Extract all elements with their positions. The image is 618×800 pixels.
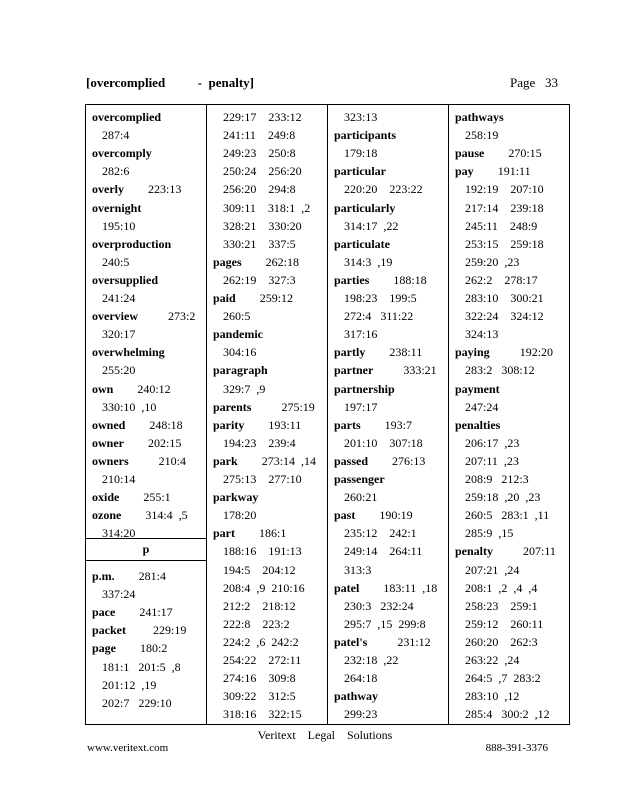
index-page-refs: 259:12 xyxy=(235,291,294,305)
word-index-table xyxy=(85,104,570,725)
index-page-refs: 230:3 232:24 xyxy=(344,598,414,613)
index-page-refs: 260:20 262:3 xyxy=(465,634,538,649)
index-term: patel 183:11 ,18 xyxy=(334,580,438,595)
index-term: participants xyxy=(334,128,397,143)
index-page-refs: 255:1 xyxy=(119,490,171,505)
index-page-refs: 260:5 xyxy=(223,309,251,324)
index-term: patel's 231:12 xyxy=(334,634,431,649)
index-page-refs: 264:18 xyxy=(344,671,378,686)
index-page-refs: 337:24 xyxy=(102,587,136,602)
index-page-refs: 232:18 ,22 xyxy=(344,653,399,667)
index-term: overproduction xyxy=(92,236,172,251)
index-page-refs: 210:4 xyxy=(128,453,187,468)
index-column-4 xyxy=(449,105,569,724)
index-page-refs: 245:11 248:9 xyxy=(465,218,538,233)
index-page-refs: 324:13 xyxy=(465,327,499,342)
index-page-refs: 275:19 xyxy=(251,399,315,414)
page-range-header: [overcomplied - penalty] xyxy=(86,75,255,90)
index-page-refs: 274:16 309:8 xyxy=(223,671,296,686)
index-term: overly 223:13 xyxy=(92,182,182,197)
index-page-refs: 212:2 218:12 xyxy=(223,598,296,613)
index-page-refs: 320:17 xyxy=(102,327,136,342)
index-page-refs: 193:11 xyxy=(244,417,302,432)
index-term: pace 241:17 xyxy=(92,605,173,620)
footer-phone: 888-391-3376 xyxy=(485,742,548,754)
letter-divider: p xyxy=(86,538,206,561)
index-page-refs: 276:13 xyxy=(368,453,426,468)
index-page-refs: 229:19 xyxy=(126,623,187,638)
index-page-refs: 256:20 294:8 xyxy=(223,182,296,197)
index-page-refs: 304:16 xyxy=(223,345,257,360)
index-page-refs: 191:11 xyxy=(473,164,531,179)
index-column-1 xyxy=(86,105,207,724)
index-page-refs: 229:17 233:12 xyxy=(223,110,302,124)
index-term: pathways xyxy=(455,110,504,124)
index-term: pay 191:11 xyxy=(455,164,531,179)
index-page-refs: 259:20 ,23 xyxy=(465,254,520,269)
index-page-refs: 207:21 ,24 xyxy=(465,562,520,577)
index-page-refs: 262:18 xyxy=(241,254,300,269)
index-term: paying 192:20 xyxy=(455,345,554,360)
index-term: pandemic xyxy=(213,327,264,342)
index-term: owned 248:18 xyxy=(92,417,183,432)
index-page-refs: 283:10 ,12 xyxy=(465,689,520,704)
index-page-refs: 238:11 xyxy=(365,345,423,360)
index-page-refs: 273:2 xyxy=(137,309,196,324)
index-page-refs: 193:7 xyxy=(360,417,413,432)
index-page-refs: 190:19 xyxy=(355,508,413,523)
index-term: passenger xyxy=(334,472,385,486)
index-page-refs: 330:10 ,10 xyxy=(102,399,157,414)
index-term: parity 193:11 xyxy=(213,417,302,432)
index-page-refs: 247:24 xyxy=(465,399,499,414)
index-page-refs: 322:24 324:12 xyxy=(465,309,544,324)
index-page-refs: 220:20 223:22 xyxy=(344,182,423,197)
index-page-refs: 262:2 278:17 xyxy=(465,272,538,287)
index-page-refs: 282:6 xyxy=(102,164,130,179)
index-page-refs: 249:23 250:8 xyxy=(223,146,296,161)
index-page-refs: 309:22 312:5 xyxy=(223,689,296,704)
index-term: pages 262:18 xyxy=(213,254,300,269)
footer-company: Veritext Legal Solutions xyxy=(257,728,393,742)
index-term: penalty 207:11 xyxy=(455,544,556,559)
footer-website: www.veritext.com xyxy=(87,742,169,754)
index-page-refs: 201:10 307:18 xyxy=(344,435,423,450)
index-term: owners 210:4 xyxy=(92,453,187,468)
index-page-refs: 260:21 xyxy=(344,490,378,505)
index-term: parkway xyxy=(213,490,259,505)
index-page-refs: 254:22 272:11 xyxy=(223,653,302,667)
index-page-refs: 222:8 223:2 xyxy=(223,616,290,631)
index-term: pause 270:15 xyxy=(455,146,542,161)
index-term: overnight xyxy=(92,200,142,215)
index-page-refs: 287:4 xyxy=(102,128,130,143)
index-term: overview 273:2 xyxy=(92,309,196,324)
index-page-refs: 194:23 239:4 xyxy=(223,435,296,450)
index-term: owner 202:15 xyxy=(92,435,182,450)
index-page-refs: 259:12 260:11 xyxy=(465,616,544,631)
index-term: oxide 255:1 xyxy=(92,490,171,505)
index-page-refs: 314:17 ,22 xyxy=(344,218,399,233)
index-page-refs: 270:15 xyxy=(484,146,542,161)
index-term: packet 229:19 xyxy=(92,623,187,638)
index-page-refs: 235:12 242:1 xyxy=(344,526,417,541)
index-term: parties 188:18 xyxy=(334,272,427,287)
index-page-refs: 240:5 xyxy=(102,254,130,269)
index-term: past 190:19 xyxy=(334,508,413,523)
index-page-refs: 285:4 300:2 ,12 xyxy=(465,707,550,722)
index-page-refs: 314:20 xyxy=(102,526,136,541)
index-page-refs: 180:2 xyxy=(116,641,168,656)
index-page-refs: 208:9 212:3 xyxy=(465,472,529,486)
index-page-refs: 258:19 xyxy=(465,128,499,143)
index-term: passed 276:13 xyxy=(334,453,426,468)
index-page-refs: 178:20 xyxy=(223,508,257,523)
index-page-refs: 192:20 xyxy=(489,345,554,360)
index-page-refs: 208:1 ,2 ,4 ,4 xyxy=(465,580,538,595)
index-page-refs: 329:7 ,9 xyxy=(223,381,266,396)
index-term: pathway xyxy=(334,689,379,704)
index-page-refs: 285:9 ,15 xyxy=(465,526,514,541)
index-term: paid 259:12 xyxy=(213,291,294,305)
index-page-refs: 217:14 239:18 xyxy=(465,200,544,215)
index-page-refs: 201:12 ,19 xyxy=(102,677,157,692)
index-page-refs: 240:12 xyxy=(113,381,171,396)
index-page-refs: 249:14 264:11 xyxy=(344,544,423,559)
index-page-refs: 330:21 337:5 xyxy=(223,236,296,251)
index-term: own 240:12 xyxy=(92,381,171,396)
index-term: part 186:1 xyxy=(213,526,287,541)
index-page-refs: 314:3 ,19 xyxy=(344,254,393,269)
index-page-refs: 188:16 191:13 xyxy=(223,544,302,559)
index-page-refs: 248:18 xyxy=(125,417,183,432)
index-page-refs: 195:10 xyxy=(102,218,136,233)
index-page-refs: 179:18 xyxy=(344,146,378,161)
index-page-refs: 263:22 ,24 xyxy=(465,653,520,667)
index-page-refs: 295:7 ,15 299:8 xyxy=(344,616,426,631)
index-page-refs: 283:10 300:21 xyxy=(465,291,544,305)
index-page-refs: 198:23 199:5 xyxy=(344,291,417,305)
index-term: particular xyxy=(334,164,386,179)
index-page-refs: 223:13 xyxy=(124,182,182,197)
index-page-refs: 313:3 xyxy=(344,562,372,577)
index-page-refs: 241:24 xyxy=(102,291,136,305)
index-column-2 xyxy=(207,105,328,724)
index-page-refs: 273:14 ,14 xyxy=(237,453,317,468)
index-term: particulate xyxy=(334,236,390,251)
index-page-refs: 259:18 ,20 ,23 xyxy=(465,490,541,505)
index-page-refs: 202:15 xyxy=(124,435,182,450)
index-term: partnership xyxy=(334,381,395,396)
index-term: particularly xyxy=(334,200,396,215)
index-page-refs: 317:16 xyxy=(344,327,378,342)
index-page-refs: 206:17 ,23 xyxy=(465,435,520,450)
index-page-refs: 309:11 318:1 ,2 xyxy=(223,200,311,215)
index-page-refs: 281:4 xyxy=(114,569,167,583)
index-term: penalties xyxy=(455,417,501,432)
index-term: paragraph xyxy=(213,363,268,378)
index-page-refs: 255:20 xyxy=(102,363,136,378)
page-number: Page 33 xyxy=(509,75,558,90)
index-page-refs: 224:2 ,6 242:2 xyxy=(223,634,299,649)
index-term: page 180:2 xyxy=(92,641,168,656)
index-page-refs: 272:4 311:22 xyxy=(344,309,414,324)
index-page-refs: 275:13 277:10 xyxy=(223,472,302,486)
index-page-refs: 194:5 204:12 xyxy=(223,562,296,577)
index-page-refs: 262:19 327:3 xyxy=(223,272,296,287)
index-page-refs: 241:11 249:8 xyxy=(223,128,296,143)
index-term: payment xyxy=(455,381,500,396)
index-page-refs: 328:21 330:20 xyxy=(223,218,302,233)
index-page-refs: 192:19 207:10 xyxy=(465,182,544,197)
index-term: parts 193:7 xyxy=(334,417,413,432)
index-page-refs: 186:1 xyxy=(235,526,287,541)
index-term: overcomplied xyxy=(92,110,162,124)
index-page-refs: 314:4 ,5 xyxy=(121,508,188,523)
index-page-refs: 183:11 ,18 xyxy=(359,580,438,595)
index-column-3 xyxy=(328,105,449,724)
index-page-refs: 207:11 xyxy=(493,544,556,559)
index-page-refs: 181:1 201:5 ,8 xyxy=(102,659,181,674)
index-page-refs: 260:5 283:1 ,11 xyxy=(465,508,550,523)
index-term: p.m. 281:4 xyxy=(92,569,167,583)
index-term: park 273:14 ,14 xyxy=(213,453,317,468)
index-page-refs: 258:23 259:1 xyxy=(465,598,538,613)
index-page-refs: 202:7 229:10 xyxy=(102,695,172,710)
index-page-refs: 253:15 259:18 xyxy=(465,236,544,251)
index-page-refs: 197:17 xyxy=(344,399,378,414)
index-page-refs: 318:16 322:15 xyxy=(223,707,302,722)
index-page-refs: 264:5 ,7 283:2 xyxy=(465,671,541,686)
index-term: oversupplied xyxy=(92,272,159,287)
index-page-refs: 207:11 ,23 xyxy=(465,453,519,468)
index-page-refs: 241:17 xyxy=(115,605,173,620)
index-page-refs: 188:18 xyxy=(369,272,427,287)
index-term: partner 333:21 xyxy=(334,363,437,378)
index-term: partly 238:11 xyxy=(334,345,423,360)
index-page-refs: 299:23 xyxy=(344,707,378,722)
index-page-refs: 333:21 xyxy=(373,363,437,378)
index-page-refs: 323:13 xyxy=(344,110,378,124)
index-page-refs: 250:24 256:20 xyxy=(223,164,302,179)
index-term: ozone 314:4 ,5 xyxy=(92,508,188,523)
index-page-refs: 283:2 308:12 xyxy=(465,363,535,378)
index-page-refs: 231:12 xyxy=(367,634,431,649)
index-page-refs: 210:14 xyxy=(102,472,136,486)
index-term: overwhelming xyxy=(92,345,165,360)
index-term: parents 275:19 xyxy=(213,399,315,414)
index-page-refs: 208:4 ,9 210:16 xyxy=(223,580,305,595)
index-term: overcomply xyxy=(92,146,152,161)
